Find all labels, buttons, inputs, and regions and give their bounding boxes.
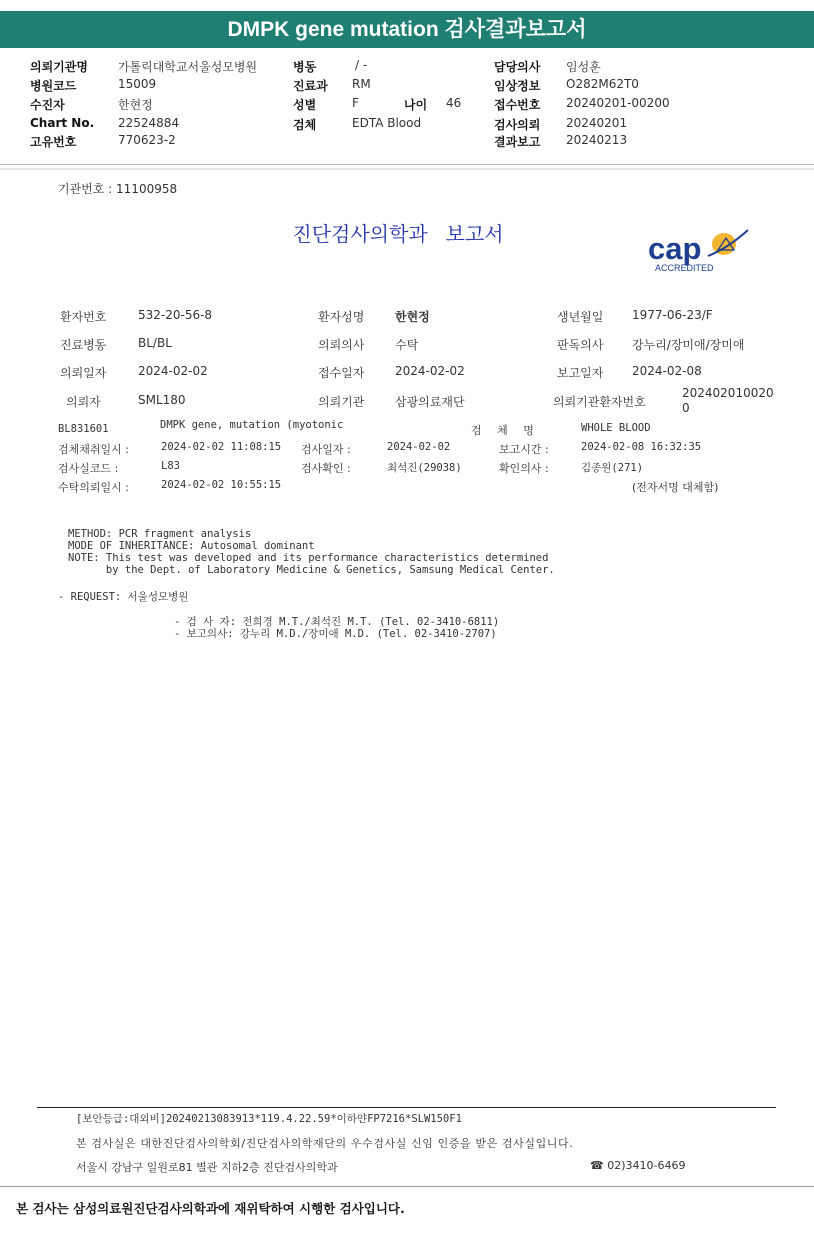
test-name: DMPK gene, mutation (myotonic [160,419,344,431]
method-line: METHOD: PCR fragment analysis [68,528,252,540]
sex-value: F [352,96,359,110]
attending-doctor-value: 임성훈 [566,60,601,74]
specimen-name-label: 검 체 명 [471,424,540,437]
test-confirm-value: 최석진(29038) [387,462,462,474]
inheritance-line: MODE OF INHERITANCE: Autosomal dominant [68,540,315,552]
confirm-doctor-label: 확인의사 : [499,462,549,475]
reading-doctor-label: 판독의사 [557,338,604,352]
department-label: 진료과 [293,79,328,93]
examinee-value: 한현정 [118,98,153,112]
test-date-label: 검사일자 : [301,443,351,456]
specimen-label: 검체 [293,118,317,132]
institution-patient-no-value: 202402010020 [682,386,774,400]
test-code: BL831601 [58,423,109,435]
report-title: DMPK gene mutation 검사결과보고서 [227,18,587,41]
care-ward-label: 진료병동 [60,338,107,352]
requester-value: SML180 [138,393,186,407]
institution-number: 기관번호 : 11100958 [58,182,178,196]
report-title-bar [0,11,814,48]
header-divider [0,164,814,165]
clinical-info-value: O282M62T0 [566,77,639,91]
certification-line: 본 검사실은 대한진단검사의학회/진단검사의학재단의 우수검사실 신임 인증을 받은 검사실입니다. [76,1137,574,1150]
consignment-time-label: 수탁의뢰일시 : [58,481,129,494]
lab-code-value: L83 [161,460,180,472]
examinee-label: 수진자 [30,98,65,112]
test-request-label: 검사의뢰 [494,118,541,132]
footer-rule [37,1107,776,1108]
institution-patient-no-label: 의뢰기관환자번호 [553,395,646,409]
requesting-institution-value: 가톨릭대학교서울성모병원 [118,60,258,74]
report-time-value: 2024-02-08 16:32:35 [581,441,702,453]
note-line-cont: by the Dept. of Laboratory Medicine & Genetics, Samsung Medical Center. [68,564,555,576]
electronic-signature-note: (전자서명 대체함) [632,481,719,494]
address-line: 서울시 강남구 일원로81 별관 지하2층 진단검사의학과 [76,1161,338,1174]
hospital-code-value: 15009 [118,77,157,91]
clinical-info-label: 임상정보 [494,79,541,93]
receipt-date-value: 2024-02-02 [395,364,465,378]
tester-line: - 검 사 자: 전희경 M.T./최석진 M.T. (Tel. 02-3410-6811) [174,616,500,628]
dob-value: 1977-06-23/F [632,308,713,322]
ward-label: 병동 [293,60,317,74]
patient-name-value: 한현정 [395,310,430,324]
age-value: 46 [446,96,462,110]
patient-no-label: 환자번호 [60,310,107,324]
specimen-name-value: WHOLE BLOOD [581,422,651,434]
collection-time-value: 2024-02-02 11:08:15 [161,441,282,453]
report-date-value: 2024-02-08 [632,364,702,378]
method-block [68,528,555,576]
receipt-no-value: 20240201-00200 [566,96,670,110]
requesting-doctor-value: 수탁 [395,338,419,352]
reporting-doctor-line: - 보고의사: 강누리 M.D./장미애 M.D. (Tel. 02-3410-2707) [174,628,497,640]
unique-no-value: 770623-2 [118,133,176,147]
specimen-value: EDTA Blood [352,116,422,130]
lab-code-label: 검사실코드 : [58,462,119,475]
chart-no-value: 22524884 [118,116,180,130]
unique-no-label: 고유번호 [30,135,77,149]
patient-name-label: 환자성명 [318,310,365,324]
requesting-institution-label-2: 의뢰기관 [318,395,365,409]
test-request-value: 20240201 [566,116,628,130]
age-label: 나이 [404,98,428,112]
institution-patient-no-value-cont: 0 [682,401,690,415]
cap-accredited-text: ACCREDITED [655,263,714,273]
receipt-date-label: 접수일자 [318,366,365,380]
report-heading-dept: 진단검사의학과 [292,222,428,246]
request-line: - REQUEST: 서울성모병원 [58,591,189,603]
confirm-doctor-value: 김종원(271) [581,462,644,474]
test-date-value: 2024-02-02 [387,441,451,453]
patient-no-value: 532-20-56-8 [138,308,213,322]
cap-accredited-logo [646,226,750,274]
attending-doctor-label: 담당의사 [494,60,541,74]
cap-logo-text: cap [648,231,702,266]
requester-label: 의뢰자 [66,395,101,409]
requesting-institution-label: 의뢰기관명 [30,60,88,74]
department-value: RM [352,77,371,91]
header-divider-shadow [0,168,814,170]
collection-time-label: 검체채취일시 : [58,443,129,456]
consignment-time-value: 2024-02-02 10:55:15 [161,479,282,491]
chart-no-label: Chart No. [30,116,95,130]
receipt-no-label: 접수번호 [494,98,541,112]
requesting-institution-value-2: 삼광의료재단 [395,395,465,409]
result-report-value: 20240213 [566,133,628,147]
hospital-code-label: 병원코드 [30,79,77,93]
reading-doctor-value: 강누리/장미애/장미애 [632,338,745,352]
note-line: NOTE: This test was developed and its performance characteristics determined [68,552,549,564]
test-confirm-label: 검사확인 : [301,462,351,475]
ward-value: / - [355,58,368,72]
phone-line: ☎ 02)3410-6469 [590,1159,686,1172]
reconsignment-note: 본 검사는 삼성의료원진단검사의학과에 재위탁하여 시행한 검사입니다. [16,1201,405,1216]
request-date-label: 의뢰일자 [60,366,107,380]
care-ward-value: BL/BL [138,336,172,350]
requesting-doctor-label: 의뢰의사 [318,338,365,352]
security-line: [보안등급:대외비]20240213083913*119.4.22.59*이하얀FP7216*SLW150F1 [76,1113,462,1125]
sex-label: 성별 [293,98,317,112]
report-date-label: 보고일자 [557,366,604,380]
bottom-divider [0,1186,814,1187]
report-heading-report: 보고서 [445,222,504,246]
request-date-value: 2024-02-02 [138,364,208,378]
result-report-label: 결과보고 [494,135,541,149]
dob-label: 생년월일 [557,310,604,324]
report-time-label: 보고시간 : [499,443,549,456]
